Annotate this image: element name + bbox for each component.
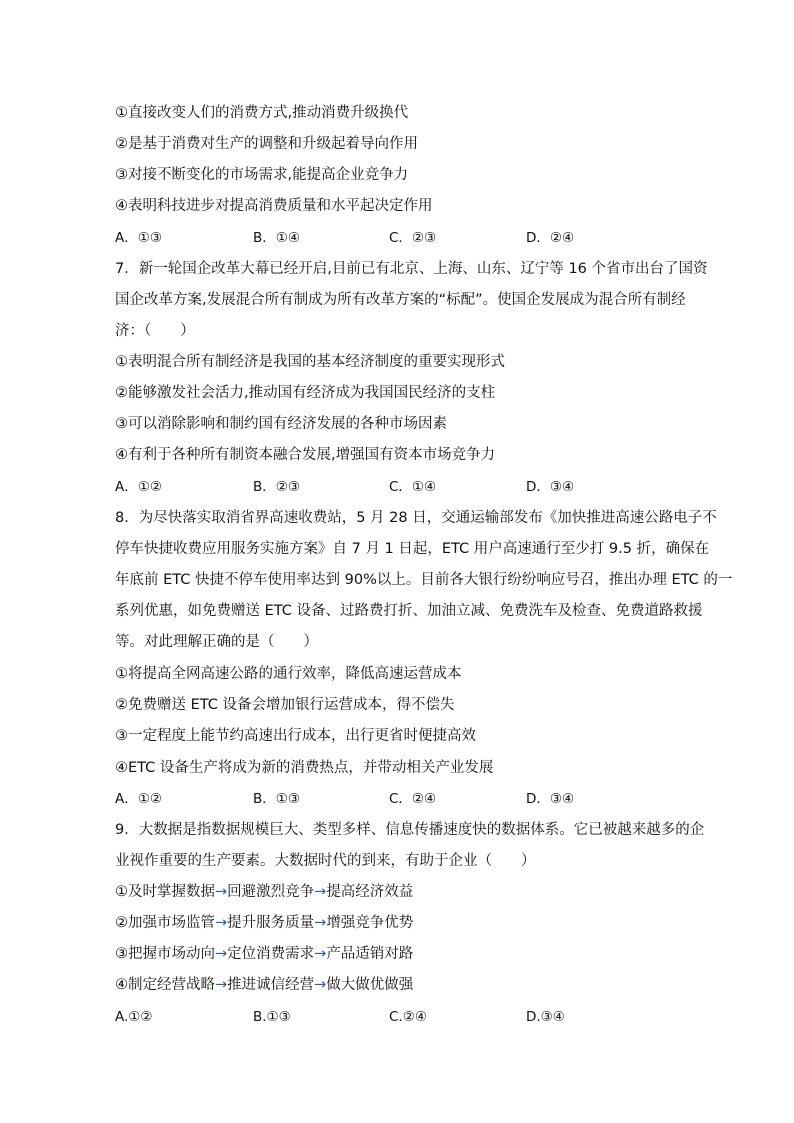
q6-option-c: C．②③ <box>389 230 437 246</box>
q9-s3-part-2: 定位消费需求 <box>227 946 315 962</box>
q8-statement-1: ①将提高全网高速公路的通行效率，降低高速运营成本 <box>115 666 462 682</box>
arrow-right-icon: → <box>314 884 327 900</box>
arrow-right-icon: → <box>215 977 228 993</box>
arrow-right-icon: → <box>215 915 228 931</box>
q6-statement-4: ④表明科技进步对提高消费质量和水平起决定作用 <box>115 198 433 214</box>
q7-statement-2: ②能够激发社会活力,推动国有经济成为我国国民经济的支柱 <box>115 385 496 401</box>
q8-option-d: D．③④ <box>526 791 575 807</box>
q7-option-b: B．②③ <box>253 479 300 495</box>
arrow-right-icon: → <box>215 946 228 962</box>
q9-s1-part-3: 提高经济效益 <box>326 884 414 900</box>
q7-option-d: D．③④ <box>526 479 575 495</box>
q6-option-d: D．②④ <box>526 230 575 246</box>
q7-statement-4: ④有利于各种所有制资本融合发展,增强国有资本市场竞争力 <box>115 447 496 463</box>
q9-s2-part-1: ②加强市场监管 <box>115 915 215 931</box>
arrow-right-icon: → <box>215 884 228 900</box>
q6-statement-1: ①直接改变人们的消费方式,推动消费升级换代 <box>115 105 409 121</box>
q9-stem-line-1: 9．大数据是指数据规模巨大、类型多样、信息传播速度快的数据体系。它已被越来越多的企 <box>115 822 705 838</box>
q9-statement-3 <box>115 944 413 964</box>
arrow-right-icon: → <box>314 915 327 931</box>
q9-s4-part-3: 做大做优做强 <box>326 977 414 993</box>
q9-s1-part-2: 回避激烈竞争 <box>227 884 315 900</box>
q9-s4-part-1: ④制定经营战略 <box>115 977 215 993</box>
q9-option-c: C.②④ <box>389 1009 427 1025</box>
q8-statement-4: ④ETC 设备生产将成为新的消费热点，并带动相关产业发展 <box>115 760 494 776</box>
arrow-right-icon: → <box>314 946 327 962</box>
q8-option-c: C．②④ <box>389 791 437 807</box>
q7-option-a: A．①② <box>115 479 162 495</box>
q6-option-a: A．①③ <box>115 230 162 246</box>
q9-option-d: D.③④ <box>526 1009 565 1025</box>
q9-option-a: A.①② <box>115 1009 153 1025</box>
q8-statement-3: ③一定程度上能节约高速出行成本，出行更省时便捷高效 <box>115 728 476 744</box>
q8-option-a: A．①② <box>115 791 162 807</box>
q7-statement-1: ①表明混合所有制经济是我国的基本经济制度的重要实现形式 <box>115 354 505 370</box>
q7-stem-line-3: 济：（ ） <box>115 323 195 339</box>
q6-option-b: B．①④ <box>253 230 300 246</box>
q6-statement-3: ③对接不断变化的市场需求,能提高企业竞争力 <box>115 167 409 183</box>
q9-option-b: B.①③ <box>253 1009 291 1025</box>
q8-stem-line-1: 8．为尽快落实取消省界高速收费站，5 月 28 日，交通运输部发布《加快推进高速公路电子不 <box>115 510 717 526</box>
q9-s2-part-3: 增强竞争优势 <box>326 915 414 931</box>
q9-statement-1 <box>115 882 413 902</box>
q8-stem-line-3: 年底前 ETC 快捷不停车使用率达到 90%以上。目前各大银行纷纷响应号召，推出办理 ETC 的一 <box>115 572 733 588</box>
q9-s1-part-1: ①及时掌握数据 <box>115 884 215 900</box>
q9-s3-part-3: 产品适销对路 <box>326 946 414 962</box>
q8-option-b: B．①③ <box>253 791 300 807</box>
q7-stem-line-2: 国企改革方案,发展混合所有制成为所有改革方案的“标配”。使国企发展成为混合所有制经 <box>115 292 686 308</box>
q9-statement-4 <box>115 975 413 995</box>
q7-statement-3: ③可以消除影响和制约国有经济发展的各种市场因素 <box>115 416 447 432</box>
arrow-right-icon: → <box>314 977 327 993</box>
q8-stem-line-4: 系列优惠，如免费赠送 ETC 设备、过路费打折、加油立减、免费洗车及检查、免费道路救援 <box>115 603 703 619</box>
q7-stem-line-1: 7．新一轮国企改革大幕已经开启,目前已有北京、上海、山东、辽宁等 16 个省市出台了国资 <box>115 261 708 277</box>
q9-s2-part-2: 提升服务质量 <box>227 915 315 931</box>
q9-s4-part-2: 推进诚信经营 <box>227 977 315 993</box>
q8-stem-line-2: 停车快捷收费应用服务实施方案》自 7 月 1 日起，ETC 用户高速通行至少打 9.5 折，确保在 <box>115 541 710 557</box>
q7-option-c: C．①④ <box>389 479 437 495</box>
q6-statement-2: ②是基于消费对生产的调整和升级起着导向作用 <box>115 136 418 152</box>
q9-statement-2 <box>115 913 413 933</box>
q9-stem-line-2: 业视作重要的生产要素。大数据时代的到来，有助于企业（ ） <box>115 853 536 869</box>
q8-statement-2: ②免费赠送 ETC 设备会增加银行运营成本，得不偿失 <box>115 697 455 713</box>
q8-stem-line-5: 等。对此理解正确的是（ ） <box>115 634 318 650</box>
q9-s3-part-1: ③把握市场动向 <box>115 946 215 962</box>
